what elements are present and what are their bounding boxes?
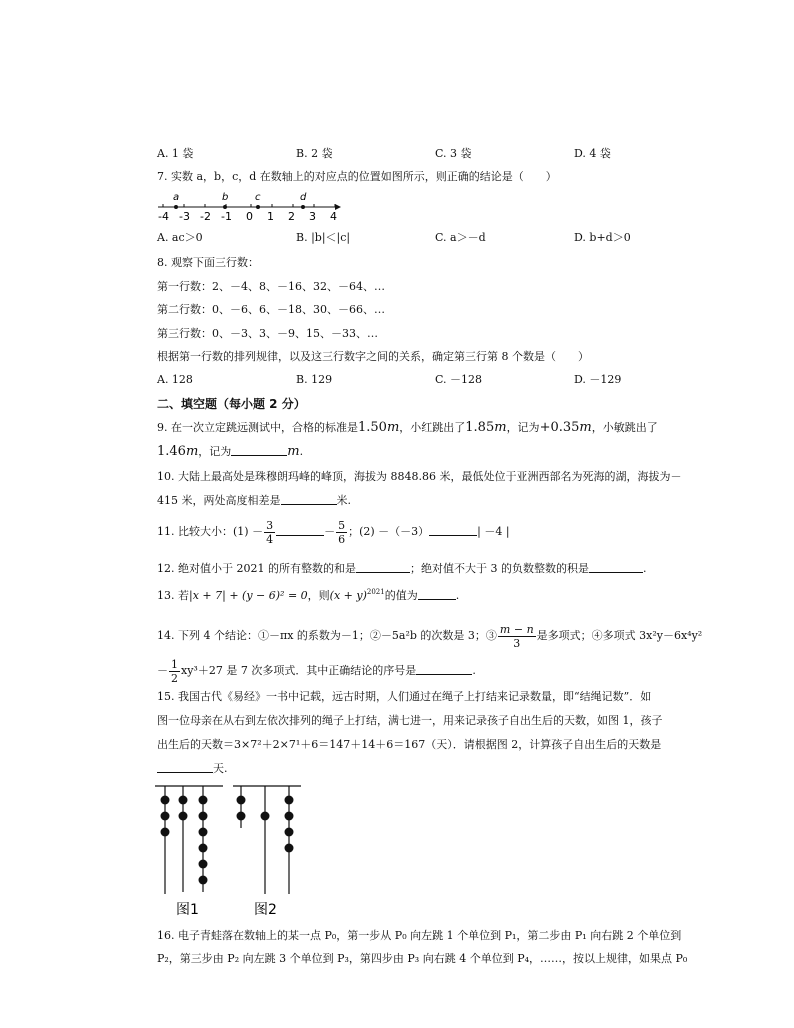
q16-line1: 16. 电子青蛙落在数轴上的某一点 P₀，第一步从 P₀ 向左跳 1 个单位到 P₁，第二步由 P₁ 向右跳 2 个单位到 [157,929,682,942]
q11-text: － [324,525,336,538]
q8-option-a: A. 128 [157,373,193,386]
point-d [301,205,305,209]
tick-label: -3 [179,210,190,223]
answer-blank[interactable] [276,524,324,536]
q9-text: ，记为 [506,421,540,434]
knot [179,796,188,805]
answer-blank[interactable] [231,444,287,456]
point-b [223,205,227,209]
knot [285,796,294,805]
q15-line3: 出生后的天数＝3×7²＋2×7¹＋6＝147＋14＋6＝167（天）．请根据图 2，计算孩子自出生后的天数是 [157,738,662,751]
figure-2-label: 图2 [254,902,277,918]
q7-option-c: C. a＞－d [435,231,486,244]
knot [237,812,246,821]
knot [285,828,294,837]
q9-text: 9. 在一次立定跳远测试中，合格的标准是 [157,421,358,434]
q9-text: . [299,445,304,458]
answer-blank[interactable] [356,561,410,573]
q13-text: 的值为 [384,589,418,602]
q9-line1 [157,420,658,436]
knot-figure-1 [155,786,223,918]
tick-label: 0 [246,210,253,223]
q13-text: ，则 [307,589,330,602]
q12-text: 12. 绝对值小于 2021 的所有整数的和是 [157,562,356,575]
unit: m [579,420,592,435]
q9-text: ，小敏跳出了 [591,421,658,434]
q9-text: ，记为 [198,445,232,458]
q6-option-b: B. 2 袋 [296,147,333,160]
knot [179,812,188,821]
q9-value: 1.46 [157,444,186,459]
q8-option-c: C. －128 [435,373,483,386]
q8-ask: 根据第一行数的排列规律，以及这三行数字之间的关系，确定第三行第 8 个数是（ ） [157,350,589,363]
q13-expression: (x + y) [329,589,367,602]
q13-exponent: 2021 [366,588,385,596]
q9-text: ，小红跳出了 [399,421,466,434]
tick-label: -4 [158,210,169,223]
q8-stem: 8. 观察下面三行数： [157,256,259,269]
unit: m [287,444,300,459]
q14-text: 是多项式；④多项式 3x²y－6x⁴y² [536,629,703,642]
section-title: 二、填空题（每小题 2 分） [157,397,306,411]
knot-figure-2 [233,786,301,918]
q6-option-c: C. 3 袋 [435,147,472,160]
unit: m [494,420,507,435]
q9-value: 1.50 [358,420,387,435]
q15-text: 天. [213,762,228,775]
knot [199,860,208,869]
q9-value: +0.35 [539,420,580,435]
q10-text: 米. [336,494,351,507]
q14-line1 [157,620,702,652]
knot [161,812,170,821]
knot [199,844,208,853]
fraction: $\frac{m - n}{3}$ [499,622,534,650]
q8-row2: 第二行数：0、－6、6、－18、30、－66、… [157,303,385,316]
q7-stem: 7. 实数 a，b，c，d 在数轴上的对应点的位置如图所示，则正确的结论是（ ） [157,170,557,183]
point-label-a: a [173,192,180,203]
q7-option-b: B. |b|＜|c| [296,231,351,244]
q14-text: xy³＋27 是 7 次多项式．其中正确结论的序号是 [181,664,417,677]
q8-option-d: D. －129 [574,373,622,386]
q14-line2 [157,656,476,686]
q15-line2: 图一位母亲在从右到左依次排列的绳子上打结，满七进一，用来记录孩子自出生后的天数，如图 1，孩子 [157,714,663,727]
knot [199,796,208,805]
q9-line2 [157,444,303,460]
q12-text: ；绝对值不大于 3 的负数整数的积是 [409,562,589,575]
q10-line2 [157,493,351,509]
q7-option-a: A. ac＞0 [157,231,203,244]
q7-number-line [155,189,345,223]
q8-row1: 第一行数：2、－4、8、－16、32、－64、… [157,280,385,293]
tick-label: 3 [309,210,316,223]
q11-line [157,516,510,548]
knot [285,812,294,821]
q15-line1: 15. 我国古代《易经》一书中记载，远古时期，人们通过在绳子上打结来记录数量，即“结绳记数”．如 [157,690,652,703]
tick-label: 1 [267,210,274,223]
answer-blank[interactable] [157,761,213,773]
q11-text: 11. 比较大小：(1) － [157,525,264,538]
unit: m [185,444,199,459]
answer-blank[interactable] [429,524,477,536]
q8-row3: 第三行数：0、－3、3、－9、15、－33、… [157,327,378,340]
knot [199,828,208,837]
point-label-c: c [255,192,261,203]
fraction: $\frac{3}{4}$ [266,518,274,546]
q13-line [157,588,459,604]
q14-text: 14. 下列 4 个结论：①－πx 的系数为－1；②－5a²b 的次数是 3；③ [157,629,497,642]
answer-blank[interactable] [589,561,643,573]
q12-line [157,561,646,577]
q11-text: | －4 | [477,525,510,538]
q6-option-a: A. 1 袋 [157,147,194,160]
q9-value: 1.85 [465,420,495,435]
knot-figures [150,782,320,918]
knot [261,812,270,821]
q6-option-d: D. 4 袋 [574,147,611,160]
q8-option-b: B. 129 [296,373,333,386]
q7-option-d: D. b+d＞0 [574,231,631,244]
answer-blank[interactable] [418,588,456,600]
figure-1-label: 图1 [176,902,199,918]
fraction: $\frac{5}{6}$ [338,518,346,546]
point-a [174,205,178,209]
q12-text: . [642,562,647,575]
q13-text: . [455,589,460,602]
q13-text: 13. 若 [157,589,189,602]
q13-equation: |x + 7| + (y − 6)² = 0 [189,589,308,602]
point-label-d: d [300,192,307,203]
knot [199,812,208,821]
knot [161,796,170,805]
knot [199,876,208,885]
q10-line1: 10. 大陆上最高处是珠穆朗玛峰的峰顶，海拔为 8848.86 米，最低处位于亚洲西部名为死海的湖，海拔为－ [157,470,682,483]
point-c [256,205,260,209]
unit: m [386,420,400,435]
point-label-b: b [222,192,229,203]
fraction: $\frac{1}{2}$ [171,657,178,685]
q15-line4 [157,761,228,777]
answer-blank[interactable] [281,493,337,505]
answer-blank[interactable] [416,663,472,675]
q14-text: . [472,664,476,677]
q10-text: 415 米，两处高度相差是 [157,494,281,507]
q11-text: ；(2) －（－3） [348,525,430,538]
knot [285,844,294,853]
tick-label: -1 [221,210,232,223]
knot [161,828,170,837]
tick-label: -2 [200,210,211,223]
q16-line2: P₂，第三步由 P₂ 向左跳 3 个单位到 P₃，第四步由 P₃ 向右跳 4 个单位到 P₄，……，按以上规律，如果点 P₀ [157,952,688,965]
tick-label: 4 [330,210,337,223]
q14-text: － [157,664,168,677]
tick-label: 2 [288,210,295,223]
knot [237,796,246,805]
